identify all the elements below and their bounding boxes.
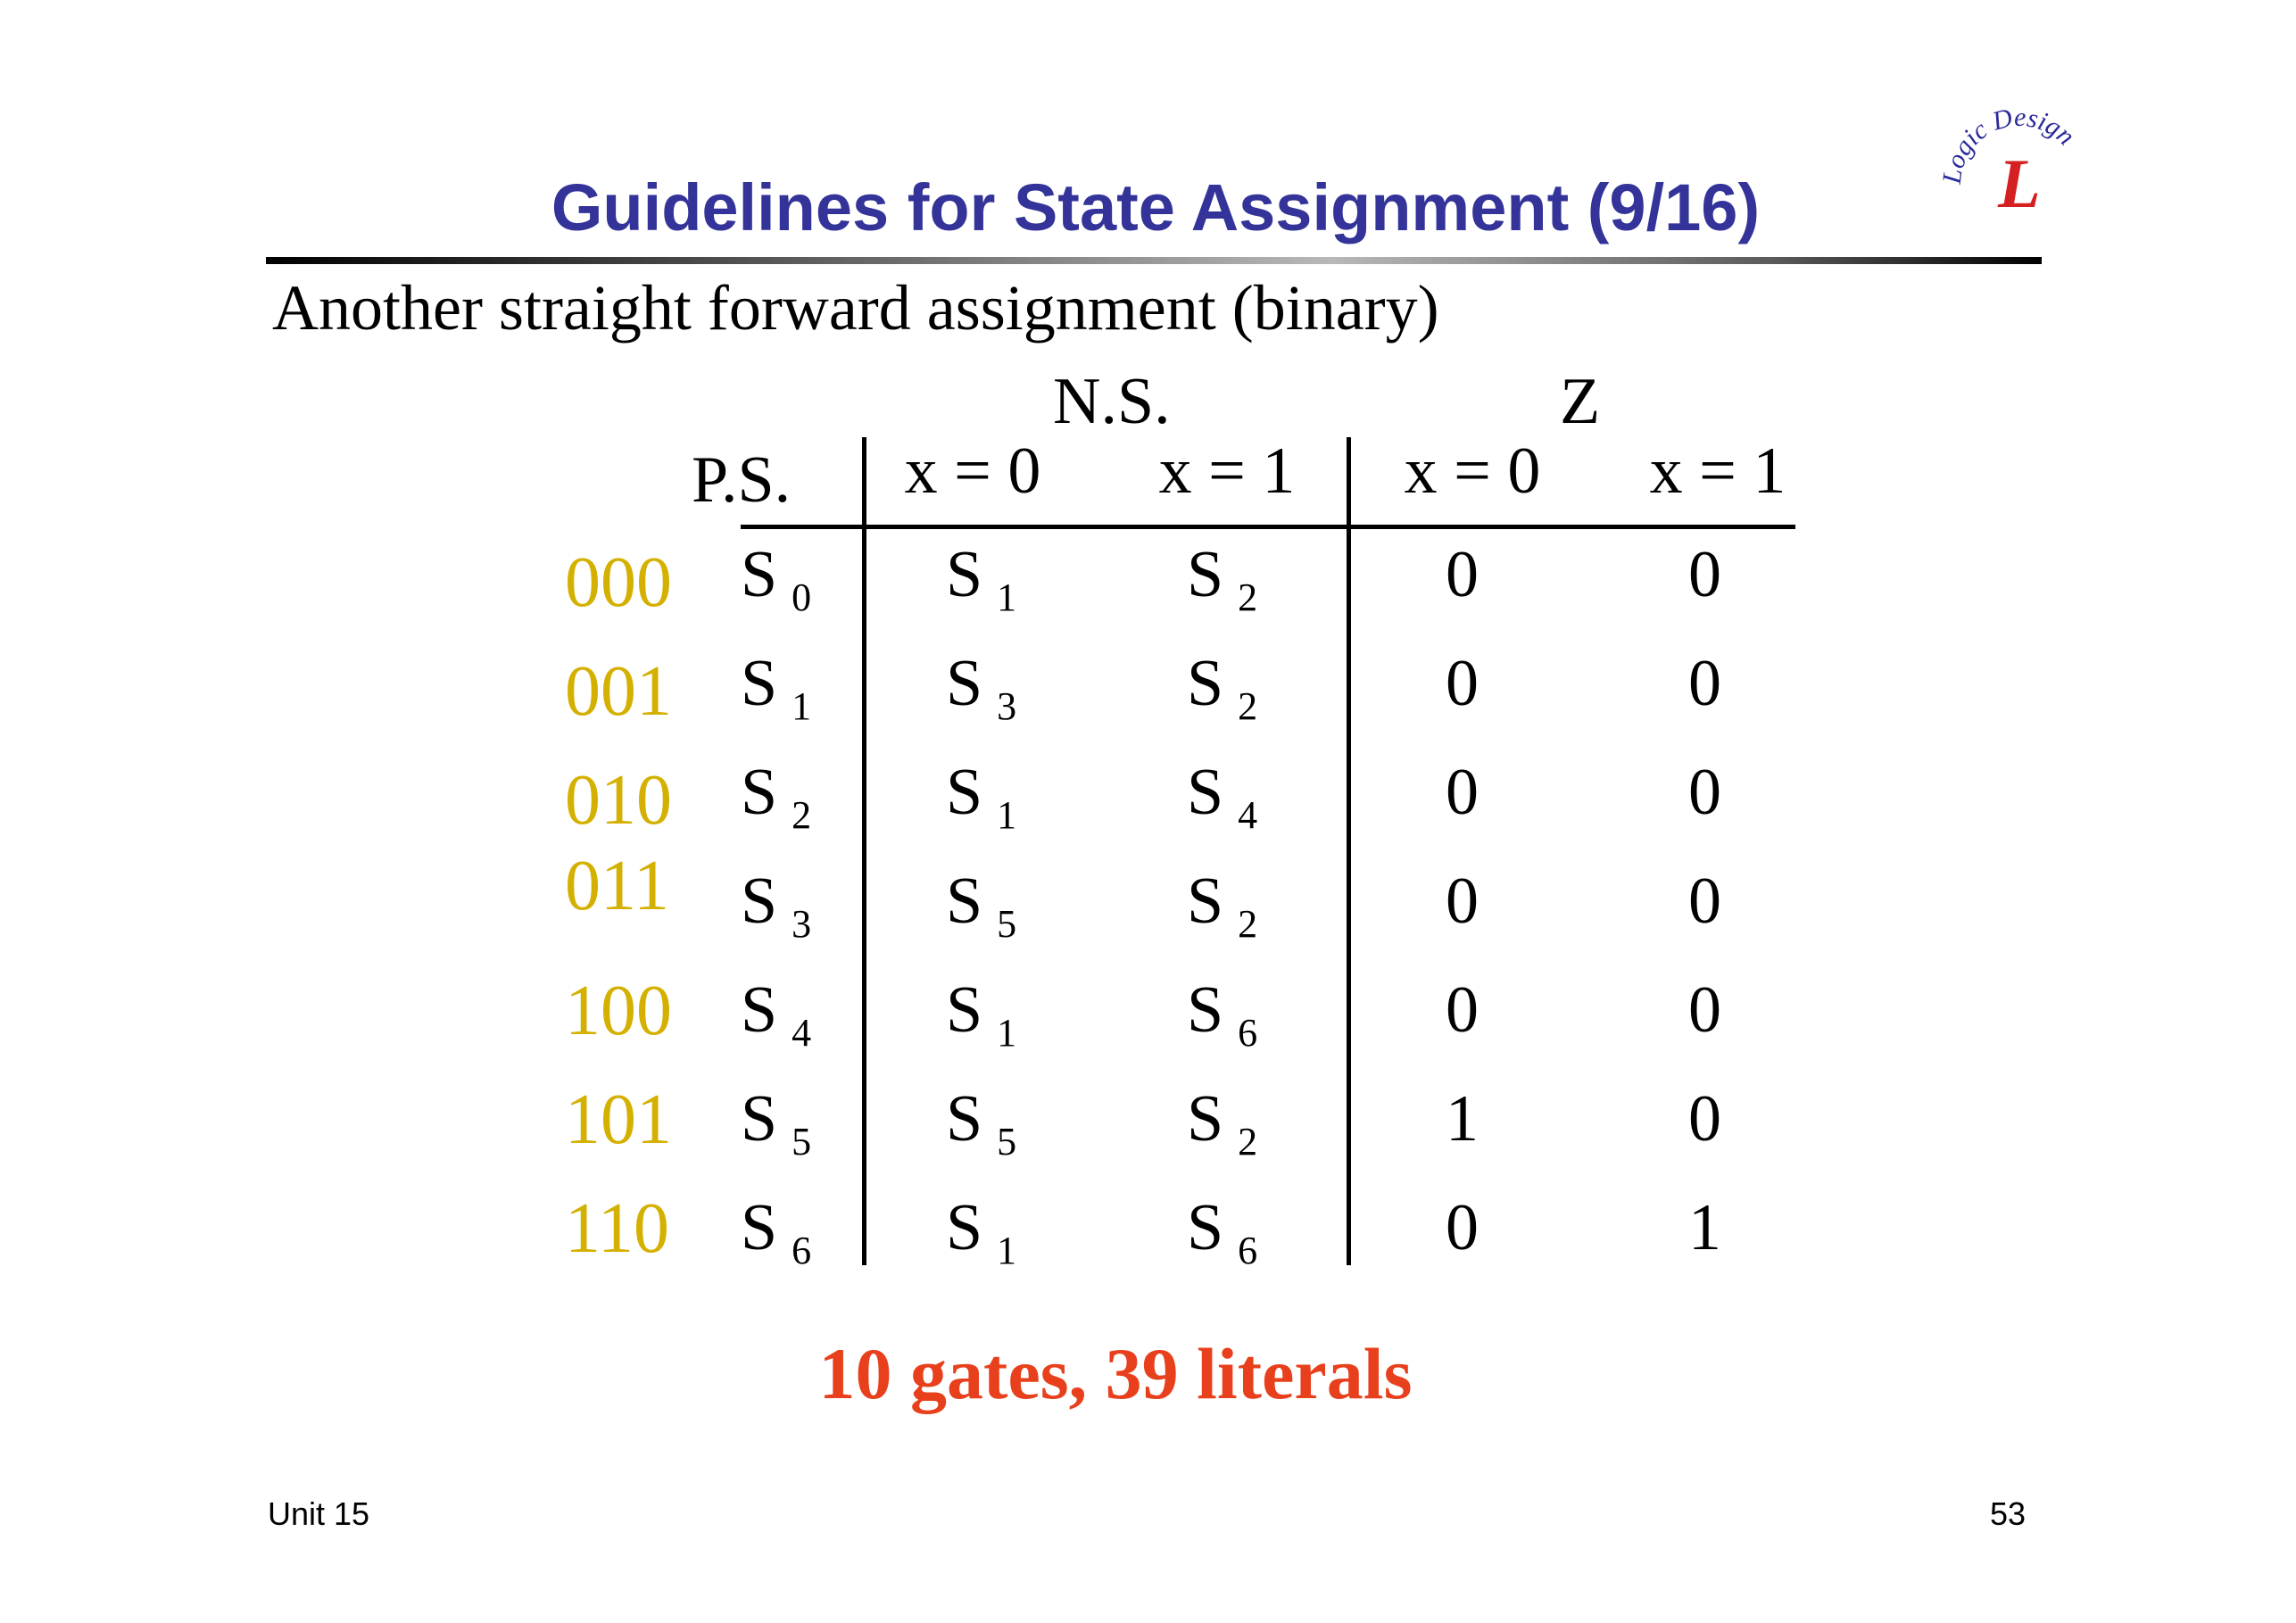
logo-ring-text: Logic Design [1936, 102, 2081, 186]
next-state-x1: S $_2$ [1187, 538, 1258, 619]
col-header-ns-x1: x = 1 [1158, 435, 1296, 508]
present-state: S $_3$ [741, 865, 812, 946]
table-row [0, 648, 2296, 746]
table-row [0, 539, 2296, 637]
table-row [0, 757, 2296, 855]
col-header-z-x0: x = 0 [1404, 435, 1541, 508]
next-state-x1: S $_4$ [1187, 756, 1258, 837]
state-code: 101 [565, 1081, 672, 1159]
table-row [0, 1083, 2296, 1181]
next-state-x0: S $_5$ [946, 865, 1017, 946]
output-x0: 1 [1446, 1082, 1479, 1155]
next-state-x0: S $_1$ [946, 973, 1017, 1055]
state-code: 001 [565, 652, 672, 731]
state-code: 000 [565, 543, 672, 622]
next-state-x0: S $_1$ [946, 756, 1017, 837]
present-state: S $_4$ [741, 973, 812, 1055]
logo-letter: L [1998, 145, 2041, 222]
state-code: 100 [565, 972, 672, 1050]
output-x1: 0 [1688, 1082, 1721, 1155]
table-row [0, 1189, 2296, 1290]
next-state-header: N.S. [1053, 365, 1171, 438]
output-x0: 0 [1446, 973, 1479, 1047]
present-state: S $_6$ [741, 1191, 812, 1272]
present-state: S $_0$ [741, 538, 812, 619]
slide-title: Guidelines for State Assignment (9/16) [551, 170, 1761, 244]
output-header: Z [1560, 365, 1601, 438]
col-header-z-x1: x = 1 [1649, 435, 1786, 508]
next-state-x1: S $_2$ [1187, 865, 1258, 946]
output-x0: 0 [1446, 647, 1479, 720]
result-summary: 10 gates, 39 literals [818, 1333, 1413, 1414]
output-x1: 0 [1688, 865, 1721, 938]
output-x0: 0 [1446, 865, 1479, 938]
present-state-header: P.S. [692, 443, 792, 517]
page-number: 53 [1989, 1495, 2026, 1532]
next-state-x1: S $_6$ [1187, 1191, 1258, 1272]
next-state-x0: S $_1$ [946, 538, 1017, 619]
slide-subtitle: Another straight forward assignment (binary) [272, 272, 1439, 344]
next-state-x0: S $_5$ [946, 1082, 1017, 1163]
state-code: 110 [565, 1189, 670, 1268]
next-state-x0: S $_1$ [946, 1191, 1017, 1272]
output-x1: 0 [1688, 756, 1721, 829]
present-state: S $_5$ [741, 1082, 812, 1163]
output-x1: 1 [1688, 1191, 1721, 1264]
output-x0: 0 [1446, 756, 1479, 829]
output-x0: 0 [1446, 538, 1479, 611]
present-state: S $_1$ [741, 647, 812, 728]
footer-unit-label: Unit 15 [268, 1495, 370, 1532]
output-x1: 0 [1688, 647, 1721, 720]
next-state-x1: S $_2$ [1187, 647, 1258, 728]
output-x1: 0 [1688, 973, 1721, 1047]
present-state: S $_2$ [741, 756, 812, 837]
col-header-ns-x0: x = 0 [904, 435, 1041, 508]
header-rule [741, 525, 1795, 529]
table-row [0, 847, 2296, 964]
next-state-x1: S $_6$ [1187, 973, 1258, 1055]
logic-design-logo [1935, 100, 2104, 269]
table-row [0, 974, 2296, 1072]
output-x1: 0 [1688, 538, 1721, 611]
next-state-x1: S $_2$ [1187, 1082, 1258, 1163]
state-code: 010 [565, 761, 672, 840]
next-state-x0: S $_3$ [946, 647, 1017, 728]
title-divider [266, 257, 2042, 264]
output-x0: 0 [1446, 1191, 1479, 1264]
state-code: 011 [565, 847, 670, 925]
